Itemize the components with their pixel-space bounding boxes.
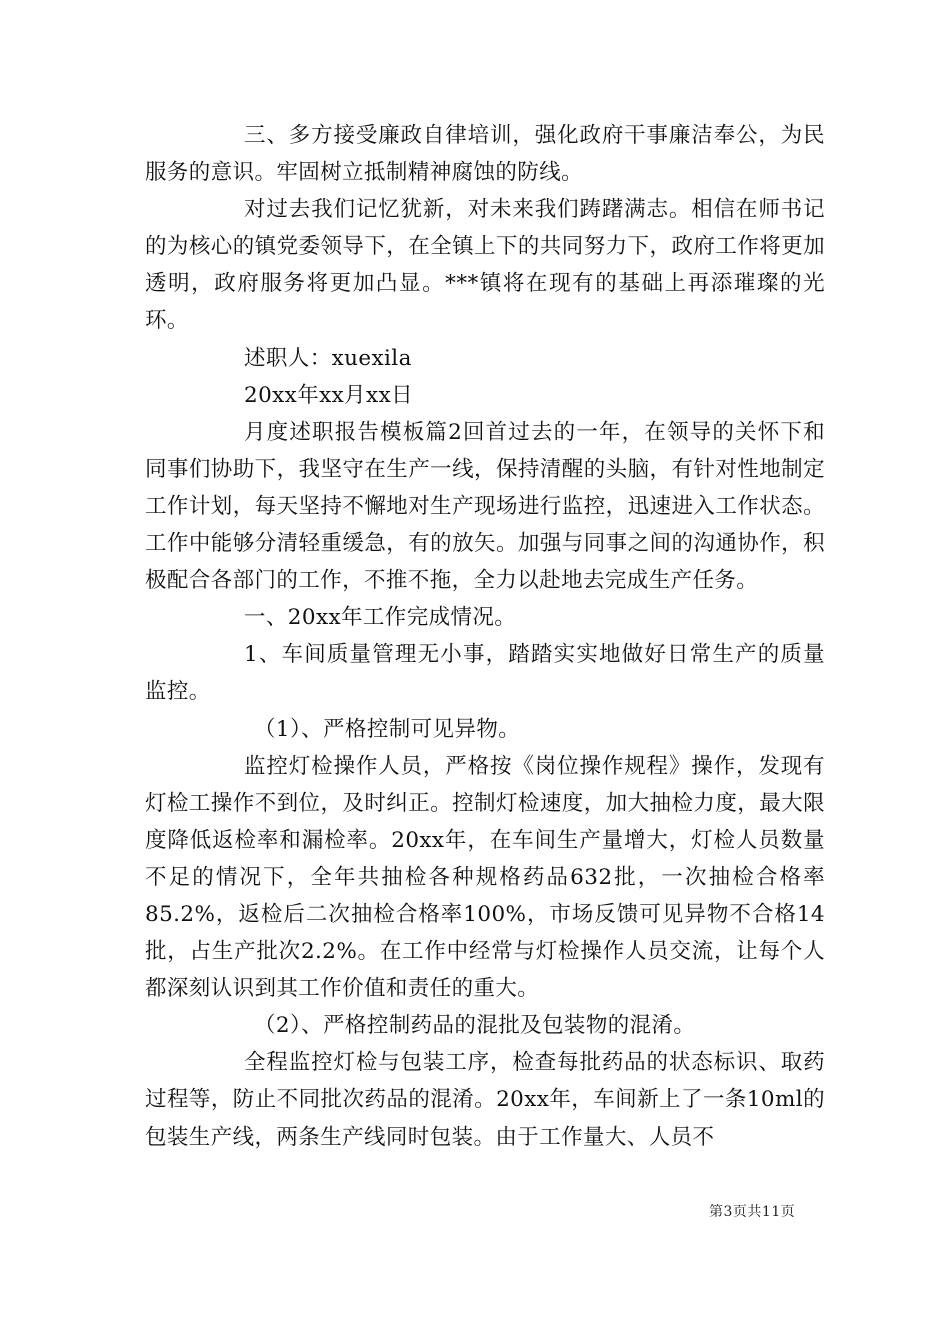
paragraph-2: 对过去我们记忆犹新，对未来我们踌躇满志。相信在师书记的为核心的镇党委领导下，在全镇上下的共同努力下，政府工作将更加透明，政府服务将更加凸显。***镇将在现有的基础上再添璀璨的光环。: [145, 197, 825, 334]
paragraph-packaging: 全程监控灯检与包装工序，检查每批药品的状态标识、取药过程等，防止不同批次药品的混淆。20xx年，车间新上了一条10ml的包装生产线，两条生产线同时包装。由于工作量大、人员不: [145, 1050, 825, 1150]
section-heading-1: 一、20xx年工作完成情况。: [244, 605, 517, 631]
item-heading-1: （1）、严格控制可见异物。: [254, 716, 521, 742]
subsection-heading-1: 1、车间质量管理无小事，踏踏实实地做好日常生产的质量监控。: [145, 642, 825, 705]
paragraph-report-intro: 月度述职报告模板篇2回首过去的一年，在领导的关怀下和同事们协助下，我坚守在生产一线，保持清醒的头脑，有针对性地制定工作计划，每天坚持不懈地对生产现场进行监控，迅速进入工作状态。工作中能够分清轻重缓急，有的放矢。加强与同事之间的沟通协作，积极配合各部门的工作，不推不拖，全力以赴地去完成生产任务。: [145, 419, 825, 594]
paragraph-1: 三、多方接受廉政自律培训，强化政府干事廉洁奉公，为民服务的意识。牢固树立抵制精神腐蚀的防线。: [145, 123, 825, 186]
paragraph-inspection: 监控灯检操作人员，严格按《岗位操作规程》操作，发现有灯检工操作不到位，及时纠正。控制灯检速度，加大抽检力度，最大限度降低返检率和漏检率。20xx年，在车间生产量增大，灯检人员数量不足的情况下，全年共抽检各种规格药品632批，一次抽检合格率85.2%，返检后二次抽检合格率100%，市场反馈可见异物不合格14批，占生产批次2.2%。在工作中经常与灯检操作人员交流，让每个人都深刻认识到其工作价值和责任的重大。: [145, 753, 825, 1002]
date-line: 20xx年xx月xx日: [244, 382, 414, 408]
item-heading-2: （2）、严格控制药品的混批及包装物的混淆。: [254, 1013, 696, 1039]
document-body: [145, 117, 825, 1156]
signature-line: 述职人：xuexila: [244, 345, 412, 371]
page-number-footer: 第3页共11页: [709, 1204, 796, 1220]
